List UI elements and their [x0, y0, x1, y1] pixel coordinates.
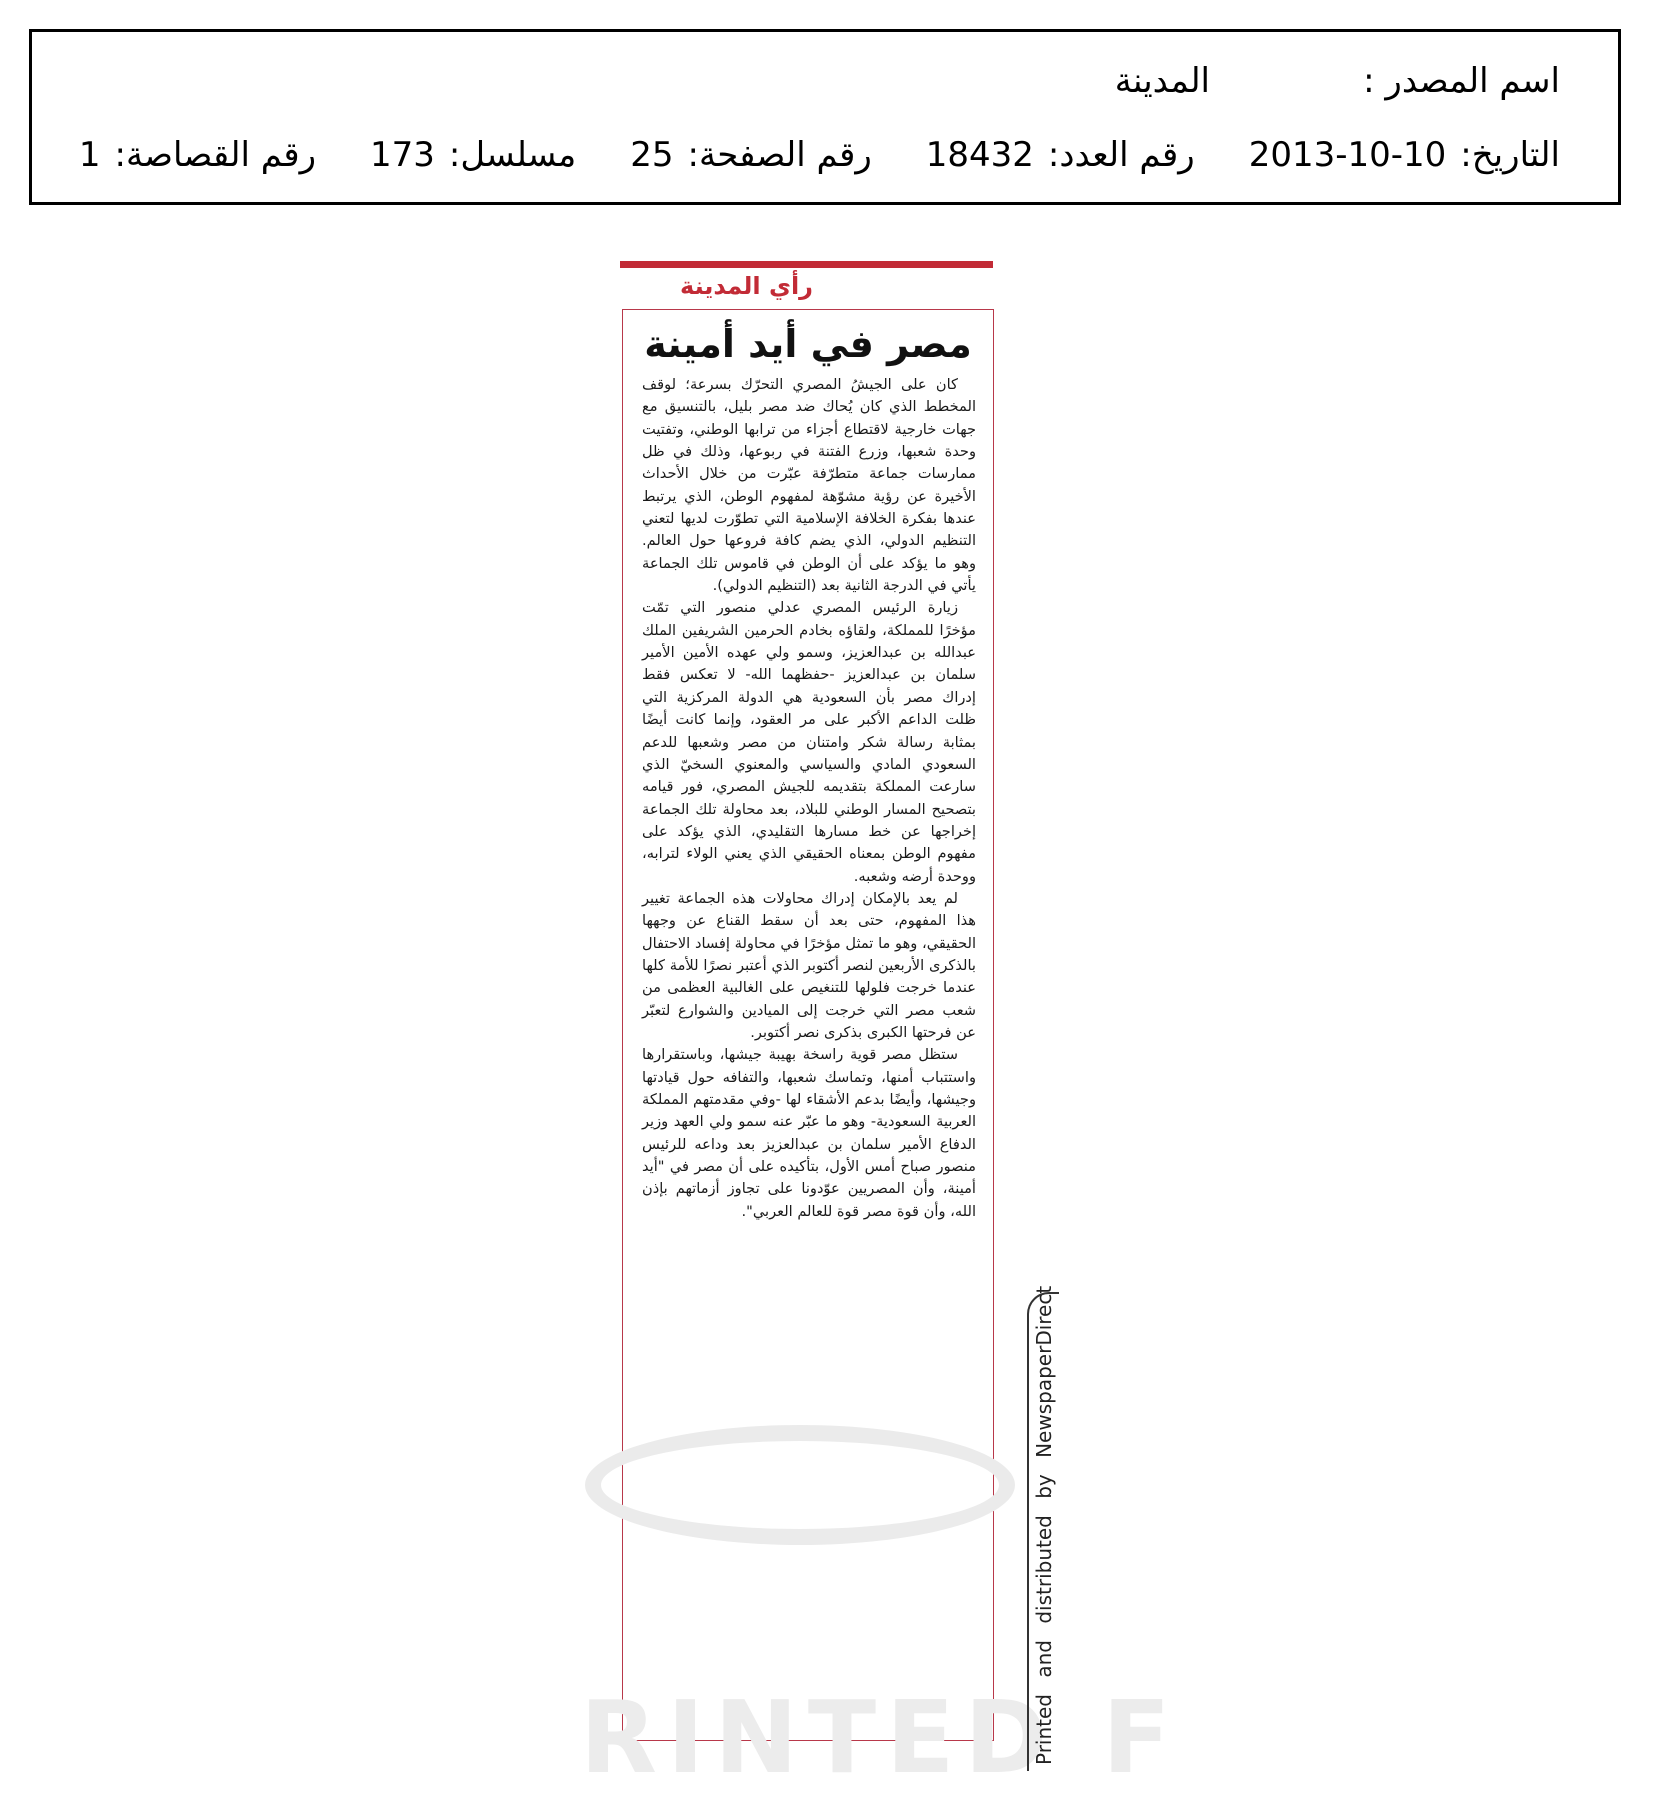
article-paragraph: كان على الجيشُ المصري التحرّك بسرعة؛ لوقف المخطط الذي كان يُحاك ضد مصر بليل، بالتنسيق مع جهات خارجية لاقتطاع أجزاء من ترابها الوطني، وتفتيت وحدة شعبها، وزرع الفتنة في ربوعها، وذلك في ظل ممارسات جماعة متطرّفة عبّرت من خلال الأحداث الأخيرة عن رؤية مشوّهة لمفهوم الوطن، الذي يرتبط عندها بفكرة الخلافة الإسلامية التي تطوّرت لديها لتعني التنظيم الدولي، الذي يضم كافة فروعها حول العالم. وهو ما يؤكد على أن الوطن في قاموس تلك الجماعة يأتي في الدرجة الثانية بعد (التنظيم الدولي). [642, 376, 976, 595]
issue-label: رقم العدد: [1047, 135, 1195, 175]
metadata-box [29, 29, 1621, 205]
watermark-logo [585, 1425, 1015, 1545]
serial-field [370, 135, 576, 175]
serial-value: 173 [370, 135, 435, 175]
serial-label: مسلسل: [448, 135, 577, 175]
date-field [1249, 135, 1560, 175]
source-label: اسم المصدر : [1363, 61, 1560, 101]
issue-field [926, 135, 1195, 175]
source-row [72, 56, 1560, 106]
page-value: 25 [630, 135, 674, 175]
article-paragraph: ستظل مصر قوية راسخة بهيبة جيشها، وباستقرارها واستتباب أمنها، وتماسك شعبها، والتفافه حول قيادتها وجيشها، وأيضًا بدعم الأشقاء لها -وفي مقدمتهم المملكة العربية السعودية- وهو ما عبّر عنه سمو ولي العهد وزير الدفاع الأمير سلمان بن عبدالعزيز بعد وداعه للرئيس منصور صباح أمس الأول، بتأكيده على أن مصر في "أيد أمينة، وأن المصريين عوّدونا على تجاوز أزماتهم بإذن الله، وأن قوة مصر قوة للعالم العربي". [642, 1046, 976, 1220]
clip-number-label: رقم القصاصة: [114, 135, 316, 175]
article-headline: مصر في أيد أمينة [644, 322, 972, 366]
article-paragraph: زيارة الرئيس المصري عدلي منصور التي تمّت مؤخرًا للمملكة، ولقاؤه بخادم الحرمين الشريفين الملك عبدالله بن عبدالعزيز، وسمو ولي عهده الأمين الأمير سلمان بن عبدالعزيز -حفظهما الله- لا تعكس فقط إدراك مصر بأن السعودية هي الدولة المركزية التي ظلت الداعم الأكبر على مر العقود، وإنما كانت أيضًا بمثابة رسالة شكر وامتنان من مصر وشعبها للدعم السعودي المادي والسياسي والمعنوي السخيّ الذي سارعت المملكة بتقديمه للجيش المصري، فور قيامه بتصحيح المسار الوطني للبلاد، بعد محاولة تلك الجماعة إخراجها عن خط مسارها التقليدي، الذي يؤكد على مفهوم الوطن بمعناه الحقيقي الذي يعني الولاء لترابه، ووحدة أرضه وشعبه. [642, 599, 976, 885]
date-value: 2013-10-10 [1248, 135, 1447, 175]
section-accent-bar [620, 261, 993, 268]
clip-number-value: 1 [78, 135, 101, 175]
date-label: التاريخ: [1460, 135, 1560, 175]
section-label: رأي المدينة [680, 272, 813, 300]
clip-number-field [79, 135, 316, 175]
page-label: رقم الصفحة: [687, 135, 872, 175]
page-field [630, 135, 872, 175]
credit-text: Printed and distributed by NewspaperDirect [1032, 1285, 1056, 1765]
article-body [642, 374, 976, 1223]
article-paragraph: لم يعد بالإمكان إدراك محاولات هذه الجماعة تغيير هذا المفهوم، حتى بعد أن سقط القناع عن وجهها الحقيقي، وهو ما تمثل مؤخرًا في محاولة إفساد الاحتفال بالذكرى الأربعين لنصر أكتوبر الذي أعتبر نصرًا للأمة كلها عندما خرجت فلولها للتنغيص على الغالبية العظمى من شعب مصر التي خرجت إلى الميادين والشوارع لتعبّر عن فرحتها الكبرى بذكرى نصر أكتوبر. [642, 889, 976, 1041]
issue-value: 18432 [925, 135, 1034, 175]
source-value: المدينة [1114, 61, 1210, 101]
details-row [72, 130, 1560, 180]
watermark-text: RINTED F [580, 1679, 1181, 1796]
